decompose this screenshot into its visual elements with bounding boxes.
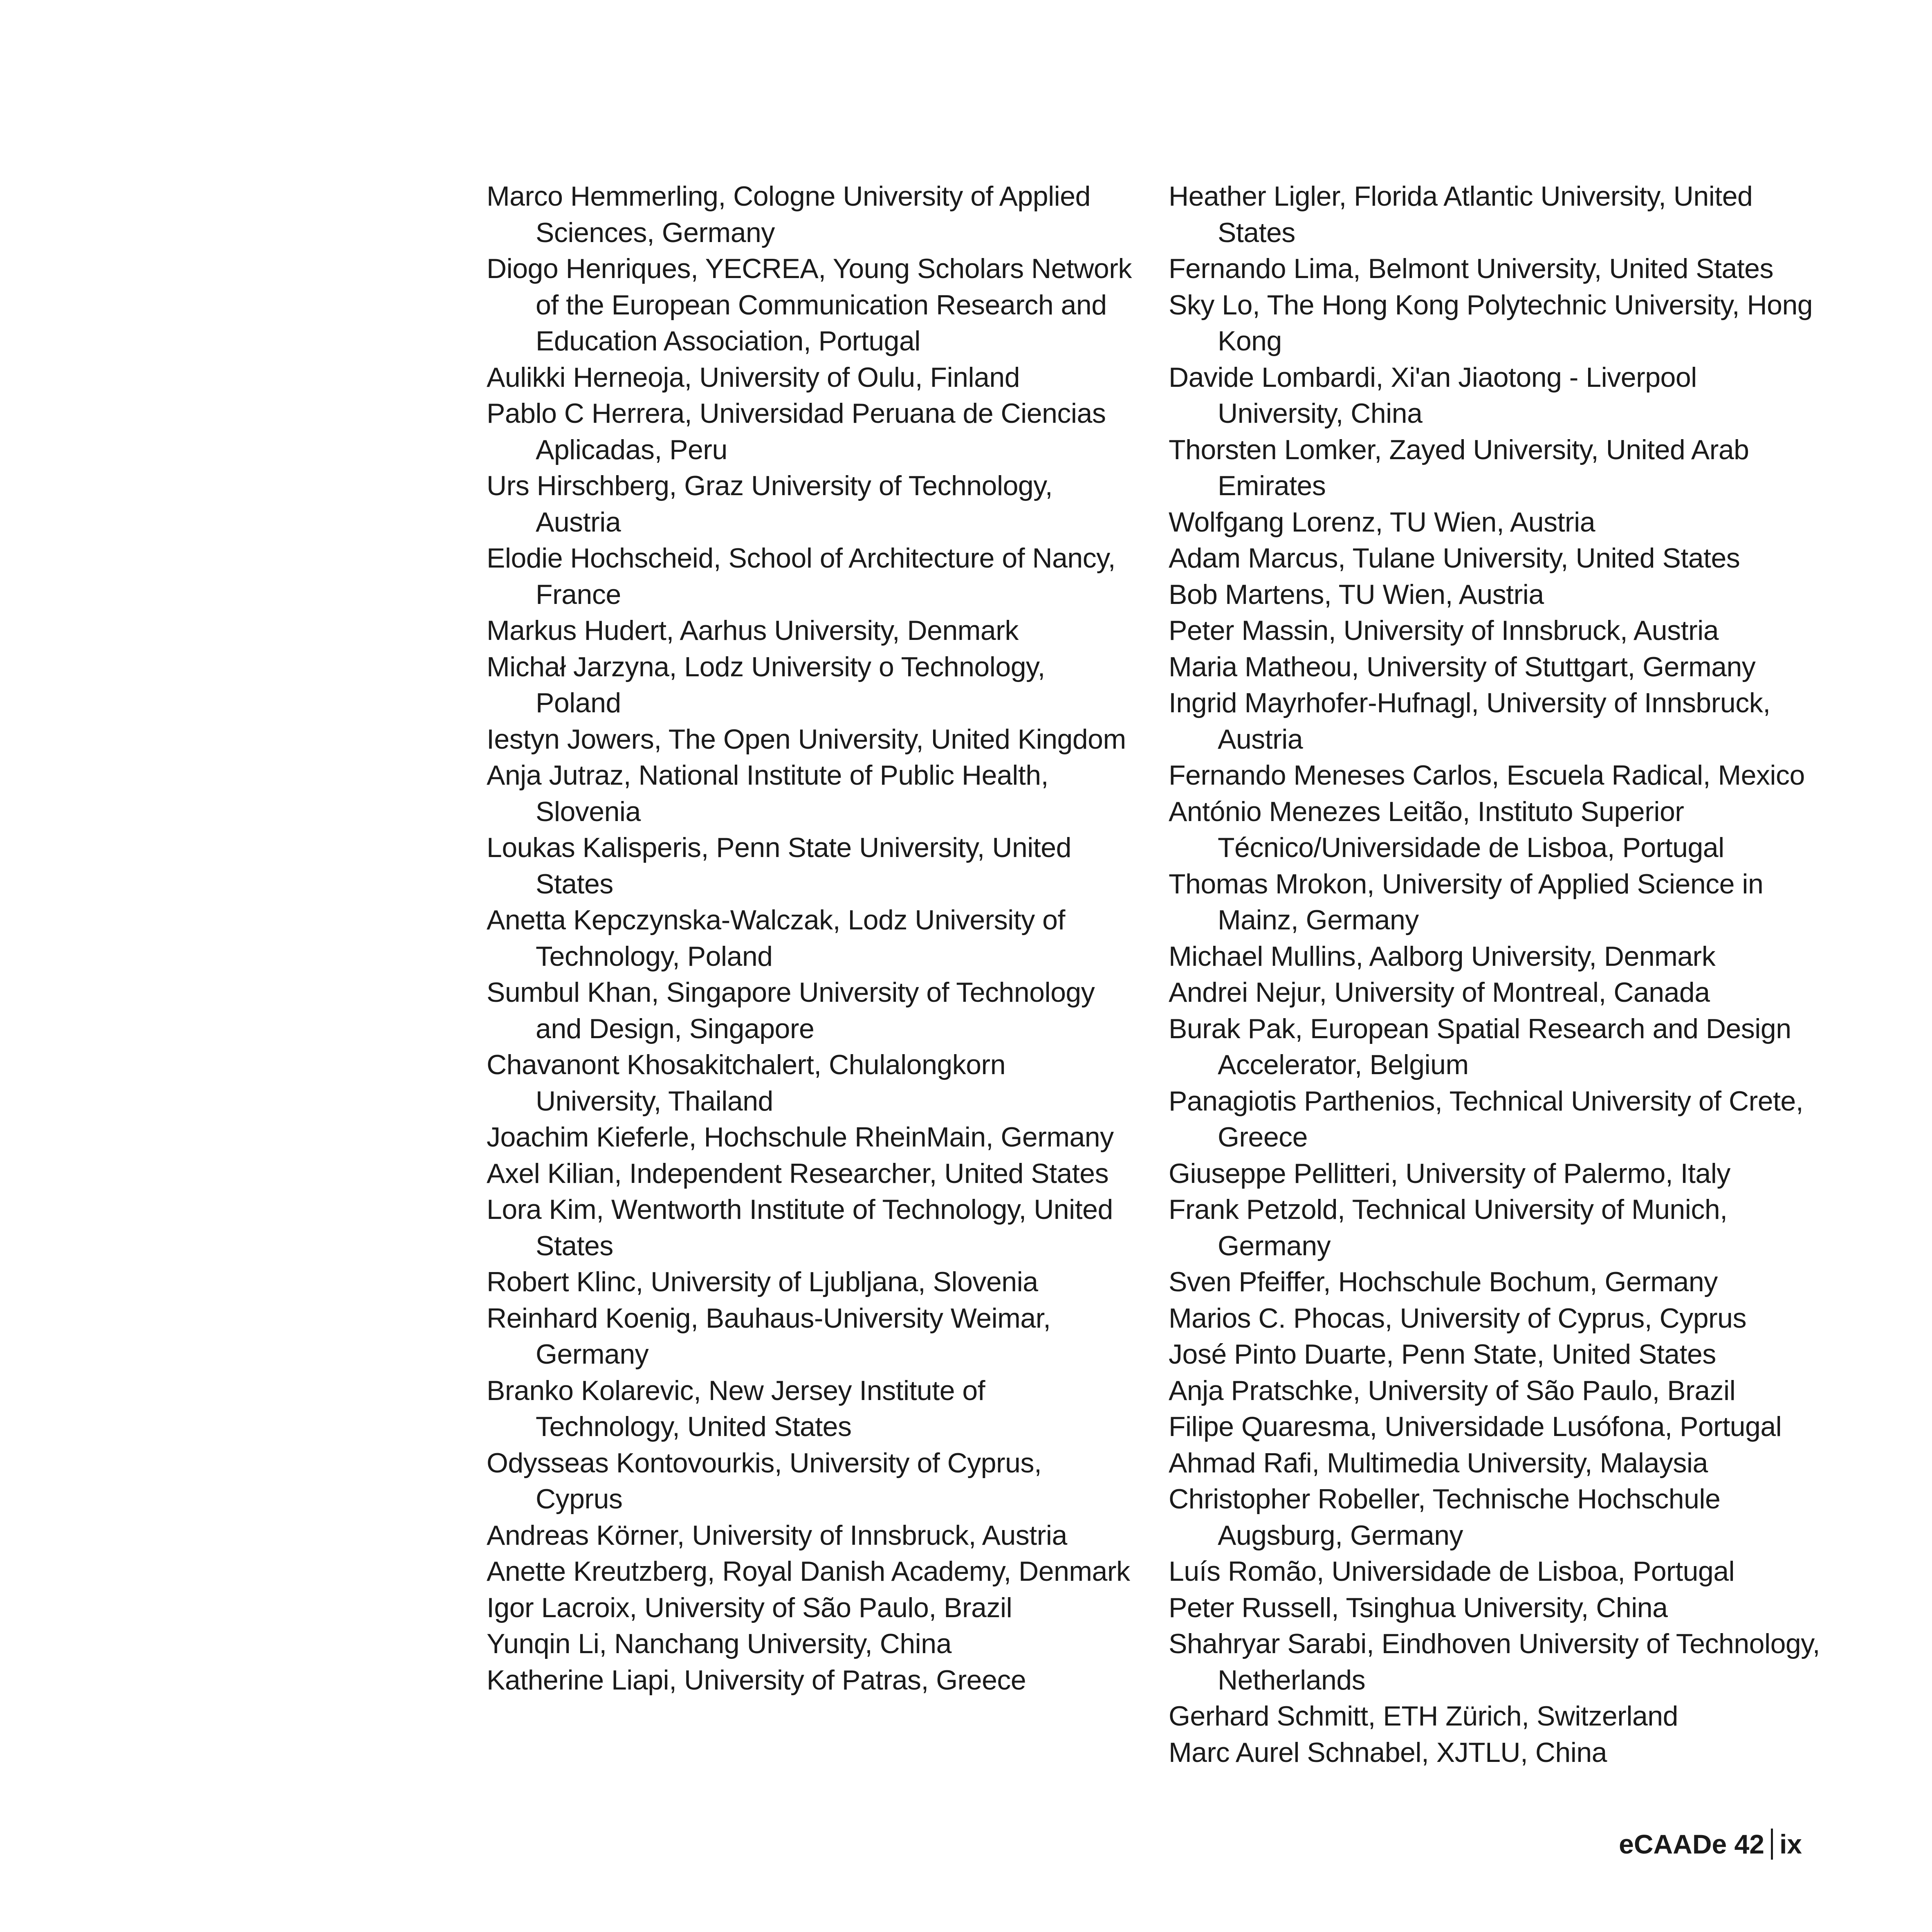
committee-member-entry: Heather Ligler, Florida Atlantic University, United States bbox=[1169, 181, 1753, 248]
committee-member-entry: Michael Mullins, Aalborg University, Denmark bbox=[1169, 940, 1716, 972]
committee-member-entry: Panagiotis Parthenios, Technical University of Crete, Greece bbox=[1169, 1085, 1804, 1153]
committee-member-entry: Sky Lo, The Hong Kong Polytechnic University, Hong Kong bbox=[1169, 289, 1813, 357]
committee-member-entry: Luís Romão, Universidade de Lisboa, Portugal bbox=[1169, 1556, 1735, 1587]
committee-member-entry: Peter Russell, Tsinghua University, China bbox=[1169, 1592, 1668, 1623]
committee-member-entry: Anja Pratschke, University of São Paulo, Brazil bbox=[1169, 1375, 1736, 1406]
committee-member-entry: Maria Matheou, University of Stuttgart, Germany bbox=[1169, 651, 1756, 682]
committee-member-entry: Joachim Kieferle, Hochschule RheinMain, Germany bbox=[487, 1122, 1114, 1153]
committee-member-entry: Thomas Mrokon, University of Applied Science in Mainz, Germany bbox=[1169, 868, 1764, 936]
committee-member-entry: Adam Marcus, Tulane University, United States bbox=[1169, 543, 1740, 574]
committee-member-entry: Wolfgang Lorenz, TU Wien, Austria bbox=[1169, 506, 1595, 538]
footer-separator bbox=[1771, 1829, 1773, 1860]
committee-member-entry: Lora Kim, Wentworth Institute of Technology, United States bbox=[487, 1194, 1113, 1261]
committee-member-entry: Anetta Kepczynska-Walczak, Lodz University of Technology, Poland bbox=[487, 904, 1065, 972]
publication-name: eCAADe 42 bbox=[1619, 1829, 1764, 1859]
right-column bbox=[1169, 178, 1823, 1770]
committee-member-entry: Gerhard Schmitt, ETH Zürich, Switzerland bbox=[1169, 1701, 1678, 1732]
committee-member-entry: Marios C. Phocas, University of Cyprus, Cyprus bbox=[1169, 1302, 1746, 1334]
committee-member-entry: Fernando Meneses Carlos, Escuela Radical, Mexico bbox=[1169, 760, 1805, 791]
committee-member-entry: Thorsten Lomker, Zayed University, United Arab Emirates bbox=[1169, 434, 1749, 501]
committee-member-entry: Axel Kilian, Independent Researcher, United States bbox=[487, 1158, 1109, 1189]
committee-member-entry: Katherine Liapi, University of Patras, Greece bbox=[487, 1664, 1026, 1696]
committee-member-entry: Davide Lombardi, Xi'an Jiaotong - Liverpool University, China bbox=[1169, 361, 1697, 429]
committee-member-entry: Marco Hemmerling, Cologne University of Applied Sciences, Germany bbox=[487, 181, 1091, 248]
committee-member-entry: Chavanont Khosakitchalert, Chulalongkorn University, Thailand bbox=[487, 1049, 1006, 1117]
committee-member-entry: Ingrid Mayrhofer-Hufnagl, University of Innsbruck, Austria bbox=[1169, 687, 1770, 755]
committee-member-entry: Burak Pak, European Spatial Research and Design Accelerator, Belgium bbox=[1169, 1013, 1791, 1080]
page-footer bbox=[1619, 1829, 1802, 1860]
committee-member-entry: Diogo Henriques, YECREA, Young Scholars Network of the European Communication Research and Education Association, Portugal bbox=[487, 253, 1132, 357]
committee-member-entry: Shahryar Sarabi, Eindhoven University of Technology, Netherlands bbox=[1169, 1628, 1820, 1696]
committee-member-entry: António Menezes Leitão, Instituto Superior Técnico/Universidade de Lisboa, Portugal bbox=[1169, 796, 1724, 863]
committee-member-entry: Reinhard Koenig, Bauhaus-University Weimar, Germany bbox=[487, 1302, 1051, 1370]
page-number: ix bbox=[1779, 1829, 1802, 1859]
committee-member-entry: Aulikki Herneoja, University of Oulu, Finland bbox=[487, 361, 1020, 393]
committee-member-entry: Anette Kreutzberg, Royal Danish Academy, Denmark bbox=[487, 1556, 1130, 1587]
committee-member-entry: Sumbul Khan, Singapore University of Technology and Design, Singapore bbox=[487, 977, 1095, 1044]
committee-member-entry: Loukas Kalisperis, Penn State University, United States bbox=[487, 832, 1071, 900]
committee-member-entry: Bob Martens, TU Wien, Austria bbox=[1169, 579, 1544, 610]
committee-member-entry: Elodie Hochscheid, School of Architecture of Nancy, France bbox=[487, 543, 1116, 610]
committee-member-entry: Branko Kolarevic, New Jersey Institute of Technology, United States bbox=[487, 1375, 985, 1442]
committee-member-entry: Anja Jutraz, National Institute of Public Health, Slovenia bbox=[487, 760, 1049, 827]
committee-member-entry: Christopher Robeller, Technische Hochschule Augsburg, Germany bbox=[1169, 1483, 1721, 1551]
left-column bbox=[487, 178, 1133, 1698]
committee-member-entry: Pablo C Herrera, Universidad Peruana de Ciencias Aplicadas, Peru bbox=[487, 398, 1106, 465]
committee-member-entry: Odysseas Kontovourkis, University of Cyprus, Cyprus bbox=[487, 1447, 1042, 1515]
committee-member-entry: Ahmad Rafi, Multimedia University, Malaysia bbox=[1169, 1447, 1708, 1479]
committee-member-entry: Igor Lacroix, University of São Paulo, Brazil bbox=[487, 1592, 1012, 1623]
committee-member-entry: Michał Jarzyna, Lodz University o Technology, Poland bbox=[487, 651, 1045, 718]
committee-member-entry: Filipe Quaresma, Universidade Lusófona, Portugal bbox=[1169, 1411, 1782, 1442]
committee-member-entry: Frank Petzold, Technical University of Munich, Germany bbox=[1169, 1194, 1728, 1261]
committee-member-entry: José Pinto Duarte, Penn State, United States bbox=[1169, 1339, 1716, 1370]
committee-member-entry: Yunqin Li, Nanchang University, China bbox=[487, 1628, 951, 1659]
committee-member-entry: Giuseppe Pellitteri, University of Palermo, Italy bbox=[1169, 1158, 1730, 1189]
committee-member-entry: Robert Klinc, University of Ljubljana, Slovenia bbox=[487, 1266, 1038, 1297]
committee-member-entry: Fernando Lima, Belmont University, United States bbox=[1169, 253, 1773, 284]
committee-member-entry: Marc Aurel Schnabel, XJTLU, China bbox=[1169, 1737, 1607, 1768]
committee-member-entry: Andrei Nejur, University of Montreal, Canada bbox=[1169, 977, 1710, 1008]
committee-member-entry: Peter Massin, University of Innsbruck, Austria bbox=[1169, 615, 1719, 646]
committee-member-entry: Urs Hirschberg, Graz University of Technology, Austria bbox=[487, 470, 1053, 538]
committee-member-entry: Iestyn Jowers, The Open University, United Kingdom bbox=[487, 723, 1126, 755]
committee-member-entry: Sven Pfeiffer, Hochschule Bochum, Germany bbox=[1169, 1266, 1718, 1297]
committee-member-entry: Markus Hudert, Aarhus University, Denmark bbox=[487, 615, 1019, 646]
committee-member-entry: Andreas Körner, University of Innsbruck, Austria bbox=[487, 1519, 1067, 1551]
